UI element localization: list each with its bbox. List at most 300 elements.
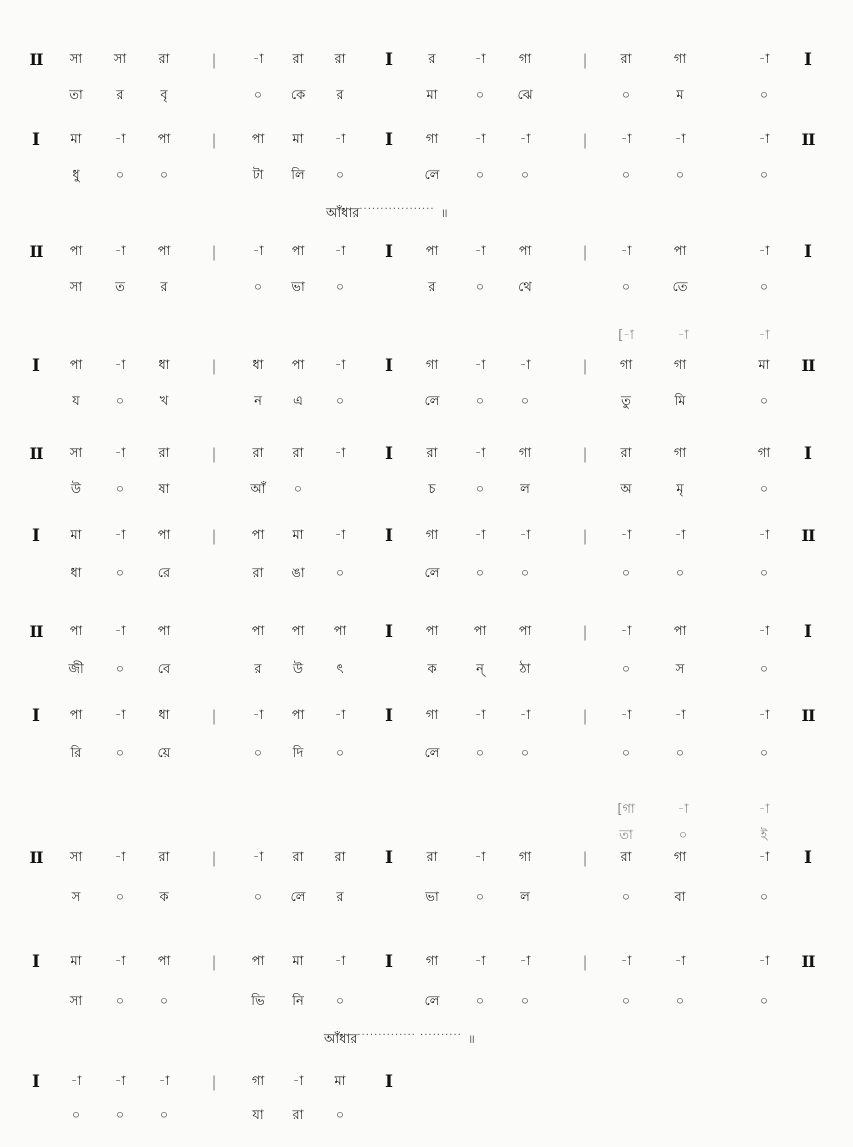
lyric-syllable: ০ [675, 168, 685, 183]
lyric-syllable: মা [426, 88, 438, 103]
bar-line: I [32, 130, 40, 150]
bar-line: | [211, 953, 217, 971]
lyric-syllable: ০ [335, 566, 345, 581]
lyric-syllable: রা [252, 566, 264, 581]
bar-line: | [582, 445, 588, 463]
lyric-syllable: ০ [621, 566, 631, 581]
swara-note: রা [292, 850, 304, 865]
lyric-syllable: উ [292, 662, 304, 677]
lyric-syllable: ০ [475, 168, 485, 183]
bar-line: I [804, 444, 812, 464]
swara-note: রা [426, 850, 438, 865]
swara-note: -া [620, 528, 632, 543]
lyric-syllable: লে [424, 566, 440, 581]
swara-note: রা [426, 446, 438, 461]
bar-line: I [385, 706, 393, 726]
lyric-syllable: কে [290, 88, 306, 103]
lyric-syllable: ০ [115, 168, 125, 183]
swara-row [0, 444, 853, 464]
swara-note: মা [334, 1074, 346, 1089]
swara-note: সা [69, 52, 83, 67]
swara-note: পা [157, 132, 171, 147]
bar-line: I [385, 848, 393, 868]
bar-line: I [385, 50, 393, 70]
bar-line: I [385, 622, 393, 642]
swara-note: গা [757, 446, 771, 461]
lyric-syllable: যা [252, 1108, 264, 1123]
lyric-syllable: ০ [253, 280, 263, 295]
lyric-syllable: ০ [621, 280, 631, 295]
lyric-syllable: ০ [253, 890, 263, 905]
bar-line: | [211, 1073, 217, 1091]
lyric-syllable: ০ [335, 994, 345, 1009]
lyric-syllable: স [71, 890, 81, 905]
swara-note: পা [251, 528, 265, 543]
swara-note: পা [69, 244, 83, 259]
lyric-syllable: ০ [621, 168, 631, 183]
bar-line: I [32, 952, 40, 972]
swara-note: পা [69, 624, 83, 639]
lyric-syllable: ০ [159, 1108, 169, 1123]
swara-note: -া [114, 624, 126, 639]
lyric-syllable: র [336, 890, 344, 905]
lyric-syllable: লে [290, 890, 306, 905]
swara-note: রা [292, 52, 304, 67]
swara-note: পা [157, 244, 171, 259]
lyric-syllable: ০ [115, 994, 125, 1009]
alternate-syllable: ০ [678, 828, 688, 843]
lyric-syllable: ০ [759, 168, 769, 183]
swara-note: -া [334, 528, 346, 543]
lyric-syllable: ০ [675, 994, 685, 1009]
swara-note: -া [252, 708, 264, 723]
swara-note: -া [252, 52, 264, 67]
alternate-swara-row [0, 326, 853, 346]
lyric-syllable: ০ [475, 746, 485, 761]
swara-row [0, 242, 853, 262]
bar-line: | [582, 357, 588, 375]
swara-note: পা [518, 624, 532, 639]
lyric-syllable: লে [424, 746, 440, 761]
bar-line: I [804, 242, 812, 262]
swara-note: গা [425, 132, 439, 147]
lyric-syllable: ০ [759, 280, 769, 295]
lyric-syllable: ০ [115, 394, 125, 409]
swara-note: পা [251, 954, 265, 969]
lyric-syllable: ০ [115, 890, 125, 905]
lyric-syllable: ০ [520, 566, 530, 581]
lyric-syllable: ০ [475, 482, 485, 497]
swara-note: গা [425, 528, 439, 543]
lyric-syllable: ৎ [336, 662, 344, 677]
lyric-syllable: ০ [475, 566, 485, 581]
lyric-syllable: ০ [475, 394, 485, 409]
bar-line: I [32, 526, 40, 546]
swara-note: -া [620, 132, 632, 147]
bar-line: I [32, 706, 40, 726]
lyric-syllable: বা [674, 890, 686, 905]
swara-note: ধা [158, 358, 170, 373]
bar-line: I [385, 130, 393, 150]
lyric-syllable: লে [424, 994, 440, 1009]
swara-note: -া [758, 244, 770, 259]
alternate-note: -া [758, 802, 770, 817]
lyric-syllable: র [254, 662, 262, 677]
bar-line: I [385, 444, 393, 464]
refrain-word: আঁধার [324, 1032, 358, 1047]
lyric-syllable: সা [69, 994, 83, 1009]
swara-note: রা [158, 446, 170, 461]
swara-note: পা [69, 358, 83, 373]
swara-note: মা [292, 954, 304, 969]
swara-row [0, 952, 853, 972]
swara-note: গা [518, 52, 532, 67]
swara-note: -া [114, 850, 126, 865]
lyric-syllable: ০ [115, 662, 125, 677]
lyric-syllable: ০ [759, 482, 769, 497]
swara-note: পা [473, 624, 487, 639]
lyric-syllable: তা [69, 88, 83, 103]
swara-note: পা [425, 244, 439, 259]
lyric-syllable: ঠা [519, 662, 531, 677]
lyric-syllable: তু [621, 394, 631, 409]
bar-line: II [29, 848, 43, 867]
swara-note: -া [114, 358, 126, 373]
lyric-syllable: ০ [335, 394, 345, 409]
swara-note: -া [474, 528, 486, 543]
swara-note: -া [474, 52, 486, 67]
swara-note: -া [474, 954, 486, 969]
lyric-syllable: মি [674, 394, 686, 409]
lyric-syllable: থে [518, 280, 532, 295]
lyric-syllable: ০ [335, 746, 345, 761]
lyric-syllable: ০ [475, 280, 485, 295]
swara-note: মা [758, 358, 770, 373]
bar-line: | [582, 527, 588, 545]
lyric-syllable: ০ [475, 994, 485, 1009]
lyric-syllable: ভি [251, 994, 265, 1009]
lyric-syllable: র [116, 88, 124, 103]
swara-note: পা [333, 624, 347, 639]
bar-line: I [804, 848, 812, 868]
swara-note: পা [251, 132, 265, 147]
lyric-syllable: ঝে [517, 88, 533, 103]
alternate-note: -া [677, 802, 689, 817]
lyric-syllable: বৃ [160, 88, 168, 103]
lyric-row [0, 480, 853, 500]
lyric-syllable: ঙা [291, 566, 305, 581]
alternate-note: [গা [617, 802, 635, 817]
alternate-swara-row [0, 800, 853, 820]
bar-line: | [211, 357, 217, 375]
swara-row [0, 1072, 853, 1092]
lyric-syllable: লে [424, 394, 440, 409]
swara-note: রা [620, 850, 632, 865]
swara-note: পা [673, 624, 687, 639]
swara-note: পা [518, 244, 532, 259]
bar-line: II [29, 622, 43, 641]
lyric-syllable: ০ [675, 566, 685, 581]
bar-line: | [582, 849, 588, 867]
lyric-syllable: ০ [759, 394, 769, 409]
lyric-row [0, 278, 853, 298]
bar-line: I [32, 356, 40, 376]
lyric-row [0, 166, 853, 186]
bar-line: | [211, 131, 217, 149]
swara-note: -া [674, 528, 686, 543]
lyric-syllable: ম [676, 88, 684, 103]
swara-note: গা [518, 850, 532, 865]
refrain-dots: ·············· ·········· [357, 1030, 462, 1041]
lyric-row [0, 392, 853, 412]
bar-line: II [29, 242, 43, 261]
lyric-syllable: স [675, 662, 685, 677]
bar-line: II [801, 356, 815, 375]
bar-line: I [385, 952, 393, 972]
lyric-syllable: ০ [115, 566, 125, 581]
bar-line: | [582, 243, 588, 261]
lyric-syllable: এ [293, 394, 303, 409]
lyric-syllable: চ [428, 482, 436, 497]
swara-note: রা [292, 446, 304, 461]
swara-note: -া [252, 244, 264, 259]
lyric-syllable: ০ [335, 280, 345, 295]
swara-note: সা [69, 850, 83, 865]
swara-note: সা [69, 446, 83, 461]
swara-note: -া [620, 708, 632, 723]
lyric-syllable: ন্ [476, 662, 484, 677]
swara-note: রা [334, 850, 346, 865]
lyric-syllable: ০ [71, 1108, 81, 1123]
lyric-syllable: ০ [520, 994, 530, 1009]
swara-note: -া [334, 708, 346, 723]
lyric-syllable: ০ [621, 88, 631, 103]
swara-note: -া [519, 954, 531, 969]
lyric-syllable: ০ [335, 1108, 345, 1123]
lyric-syllable: সা [69, 280, 83, 295]
swara-note: -া [114, 528, 126, 543]
lyric-syllable: য়ে [157, 746, 171, 761]
lyric-row [0, 744, 853, 764]
lyric-syllable: জী [68, 662, 84, 677]
refrain-word: আঁধার [326, 206, 360, 221]
bar-line: II [801, 130, 815, 149]
bar-line: | [582, 953, 588, 971]
refrain-marker [326, 200, 448, 220]
alternate-syllable: ই [760, 828, 768, 843]
refrain-marker [324, 1026, 475, 1046]
lyric-syllable: ০ [475, 890, 485, 905]
lyric-syllable: তে [672, 280, 688, 295]
lyric-syllable: ০ [520, 168, 530, 183]
swara-note: -া [114, 244, 126, 259]
lyric-syllable: ০ [621, 662, 631, 677]
lyric-syllable: অ [620, 482, 632, 497]
lyric-syllable: ০ [335, 168, 345, 183]
lyric-row [0, 992, 853, 1012]
swara-note: পা [291, 624, 305, 639]
lyric-syllable: র [428, 280, 436, 295]
swara-note: পা [157, 954, 171, 969]
swara-note: -া [674, 954, 686, 969]
lyric-syllable: ল [520, 482, 530, 497]
swara-note: -া [334, 132, 346, 147]
swara-note: গা [673, 446, 687, 461]
bar-line: I [32, 1072, 40, 1092]
swara-row [0, 356, 853, 376]
swara-note: -া [758, 708, 770, 723]
lyric-row [0, 1106, 853, 1126]
lyric-syllable: ০ [621, 890, 631, 905]
swara-note: -া [474, 850, 486, 865]
swara-note: রা [334, 52, 346, 67]
bar-line: I [385, 356, 393, 376]
swara-row [0, 50, 853, 70]
lyric-syllable: ল [520, 890, 530, 905]
lyric-syllable: নি [292, 994, 304, 1009]
swara-note: -া [474, 708, 486, 723]
swara-note: -া [114, 708, 126, 723]
swara-note: -া [758, 132, 770, 147]
swara-note: র [428, 52, 436, 67]
lyric-syllable: ০ [253, 746, 263, 761]
bar-line: | [211, 51, 217, 69]
alternate-syllable: তা [619, 828, 633, 843]
swara-note: রা [158, 850, 170, 865]
swara-note: -া [758, 52, 770, 67]
lyric-syllable: ০ [293, 482, 303, 497]
swara-note: গা [673, 358, 687, 373]
swara-note: মা [292, 132, 304, 147]
lyric-row [0, 564, 853, 584]
lyric-syllable: লি [291, 168, 305, 183]
swara-note: মা [70, 132, 82, 147]
swara-note: সা [113, 52, 127, 67]
swara-note: গা [425, 358, 439, 373]
lyric-syllable: আঁ [250, 482, 266, 497]
lyric-syllable: ০ [621, 746, 631, 761]
lyric-syllable: ত [115, 280, 125, 295]
lyric-syllable: য [72, 394, 80, 409]
swara-note: মা [292, 528, 304, 543]
lyric-syllable: ০ [759, 88, 769, 103]
swara-note: -া [674, 708, 686, 723]
bar-line: I [385, 1072, 393, 1092]
bar-line: I [804, 50, 812, 70]
bar-line: | [211, 243, 217, 261]
alternate-note: [-া [618, 328, 634, 343]
lyric-syllable: ন [254, 394, 262, 409]
swara-note: মা [70, 528, 82, 543]
swara-note: ধা [158, 708, 170, 723]
lyric-syllable: ০ [115, 746, 125, 761]
lyric-syllable: খ [159, 394, 169, 409]
bar-line: I [385, 242, 393, 262]
bar-line: | [211, 445, 217, 463]
lyric-row [0, 888, 853, 908]
swara-note: -া [474, 358, 486, 373]
lyric-syllable: ভা [425, 890, 439, 905]
lyric-syllable: ক [159, 890, 169, 905]
swara-note: গা [251, 1074, 265, 1089]
swara-note: -া [70, 1074, 82, 1089]
swara-note: গা [619, 358, 633, 373]
swara-note: -া [519, 708, 531, 723]
refrain-end-mark: ॥ [467, 1032, 476, 1046]
lyric-syllable: লে [424, 168, 440, 183]
swara-note: গা [673, 52, 687, 67]
refrain-end-mark: ॥ [440, 206, 448, 220]
bar-line: | [582, 707, 588, 725]
swara-note: -া [758, 954, 770, 969]
lyric-syllable: ০ [115, 1108, 125, 1123]
swara-note: পা [291, 708, 305, 723]
lyric-syllable: ০ [759, 662, 769, 677]
swara-note: ধা [252, 358, 264, 373]
swara-note: পা [425, 624, 439, 639]
swara-note: -া [474, 132, 486, 147]
lyric-syllable: ০ [759, 746, 769, 761]
swara-note: -া [114, 132, 126, 147]
bar-line: II [29, 444, 43, 463]
bar-line: I [385, 526, 393, 546]
swara-note: -া [334, 358, 346, 373]
lyric-syllable: ০ [475, 88, 485, 103]
bar-line: II [801, 706, 815, 725]
bar-line: | [211, 707, 217, 725]
refrain-dots: ·················· [359, 204, 435, 215]
swara-note: -া [620, 954, 632, 969]
lyric-syllable: র [336, 88, 344, 103]
swara-row [0, 848, 853, 868]
bar-line: II [801, 952, 815, 971]
lyric-syllable: ষা [158, 482, 170, 497]
swara-note: -া [519, 358, 531, 373]
lyric-syllable: ০ [621, 994, 631, 1009]
lyric-syllable: মৃ [676, 482, 684, 497]
lyric-row [0, 86, 853, 106]
alternate-note: -া [677, 328, 689, 343]
swara-note: রা [620, 446, 632, 461]
swara-note: -া [334, 244, 346, 259]
lyric-syllable: ০ [115, 482, 125, 497]
lyric-syllable: ভা [291, 280, 305, 295]
swara-note: -া [758, 528, 770, 543]
lyric-syllable: রি [70, 746, 82, 761]
lyric-syllable: বে [157, 662, 171, 677]
bar-line: | [582, 51, 588, 69]
lyric-row [0, 660, 853, 680]
swara-note: -া [114, 1074, 126, 1089]
lyric-syllable: রা [292, 1108, 304, 1123]
lyric-syllable: উ [70, 482, 82, 497]
lyric-syllable: ধু [72, 168, 80, 183]
swara-note: গা [425, 708, 439, 723]
swara-note: -া [334, 954, 346, 969]
lyric-syllable: ০ [759, 566, 769, 581]
bar-line: II [801, 526, 815, 545]
swara-note: -া [252, 850, 264, 865]
swara-note: -া [674, 132, 686, 147]
swara-note: পা [69, 708, 83, 723]
swara-row [0, 622, 853, 642]
bar-line: I [804, 622, 812, 642]
lyric-syllable: দি [292, 746, 304, 761]
swara-note: -া [158, 1074, 170, 1089]
swara-note: পা [291, 244, 305, 259]
lyric-syllable: ০ [159, 994, 169, 1009]
lyric-syllable: ধা [70, 566, 82, 581]
